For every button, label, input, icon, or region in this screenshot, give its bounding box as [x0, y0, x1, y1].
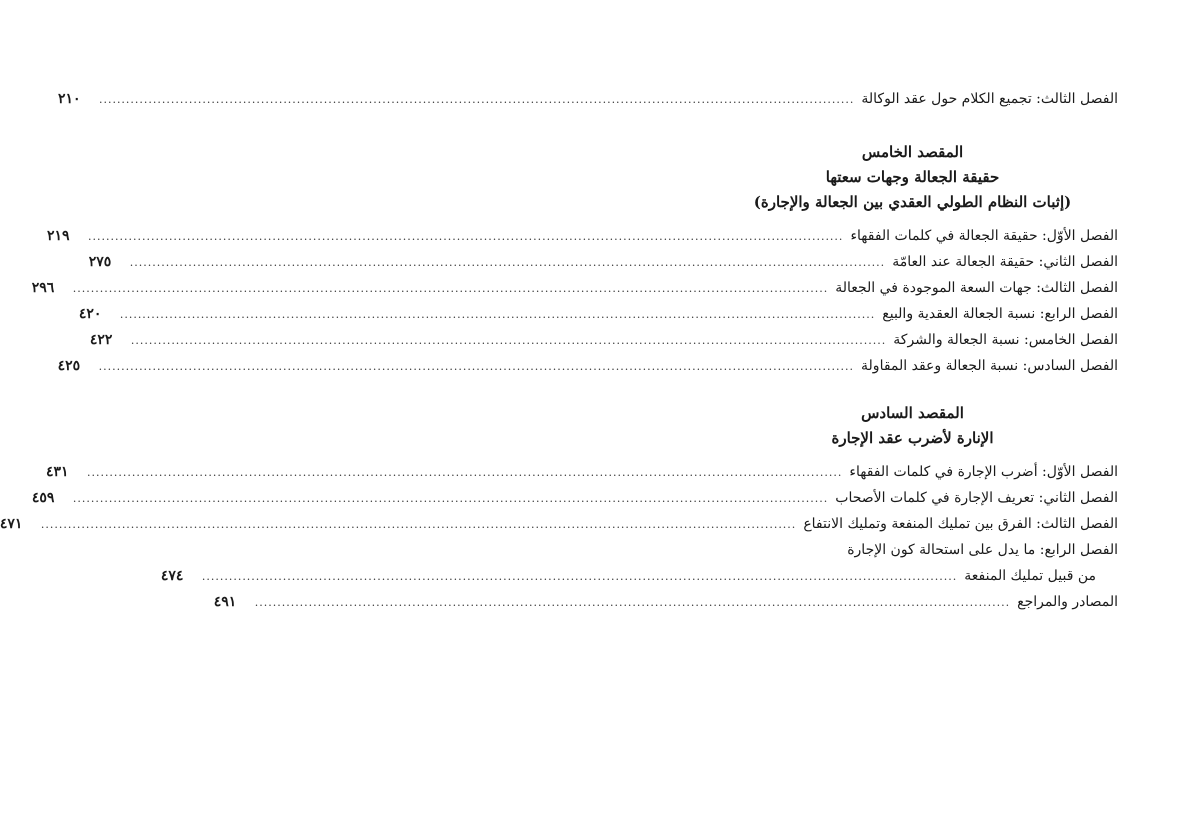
dot-leader: ........................................................................................................................................................................	[201, 570, 958, 583]
toc-entry-title: الفصل الثاني: حقيقة الجعالة عند العامّة	[892, 254, 1118, 270]
toc-entry-title: الفصل الخامس: نسبة الجعالة والشركة	[893, 332, 1118, 348]
toc-entry[interactable]	[213, 589, 1118, 615]
toc-entry-title: الفصل الأوّل: أضرب الإجارة في كلمات الفقهاء	[849, 464, 1118, 480]
toc-entry-page: ٤٢٠	[78, 306, 102, 322]
dot-leader: ........................................................................................................................................................................	[72, 492, 829, 505]
dot-leader: ........................................................................................................................................................................	[130, 334, 887, 347]
dot-leader: ........................................................................................................................................................................	[86, 466, 843, 479]
spacer	[707, 215, 1118, 223]
toc-entry[interactable]	[57, 353, 1118, 379]
spacer	[707, 112, 1118, 140]
dot-leader: ........................................................................................................................................................................	[119, 308, 876, 321]
toc-entry[interactable]	[89, 327, 1118, 353]
section-label: المقصد الخامس	[861, 143, 964, 161]
toc-entry[interactable]	[0, 511, 1118, 537]
toc-entry[interactable]	[57, 86, 1118, 112]
toc-entry-title: الفصل الأوّل: حقيقة الجعالة في كلمات الفقهاء	[850, 228, 1118, 244]
dot-leader: ........................................................................................................................................................................	[129, 256, 886, 269]
toc-entry-page: ٤٥٩	[31, 490, 55, 506]
dot-leader: ........................................................................................................................................................................	[72, 282, 829, 295]
toc-entry-page: ٢٩٦	[31, 280, 55, 296]
toc-entry-title: الفصل الرابع: نسبة الجعالة العقدية والبيع	[882, 306, 1118, 322]
toc-entry-title: الفصل الرابع: ما يدل على استحالة كون الإجارة	[847, 542, 1118, 558]
toc-entry-line2[interactable]	[160, 563, 1118, 589]
dot-leader: ........................................................................................................................................................................	[88, 230, 844, 243]
dot-leader: ........................................................................................................................................................................	[98, 360, 855, 373]
toc-entry-page: ٢١٠	[57, 91, 81, 107]
toc-entry[interactable]	[47, 223, 1118, 249]
toc-entry-page: ٢٧٥	[88, 254, 112, 270]
toc-entry[interactable]	[88, 249, 1118, 275]
toc-entry-title: الفصل الثالث: الفرق بين تمليك المنفعة وتمليك الانتفاع	[803, 516, 1118, 532]
toc-entry-title-continued: من قبيل تمليك المنفعة	[964, 568, 1096, 584]
spacer	[707, 379, 1118, 401]
section-title: الإنارة لأضرب عقد الإجارة	[831, 429, 994, 447]
toc-entry-title: الفصل الثاني: تعريف الإجارة في كلمات الأصحاب	[835, 490, 1118, 506]
section-subtitle: (إثبات النظام الطولي العقدي بين الجعالة والإجارة)	[753, 193, 1072, 211]
toc-entry-title: الفصل الثالث: تجميع الكلام حول عقد الوكالة	[861, 91, 1118, 107]
section-title: حقيقة الجعالة وجهات سعتها	[825, 168, 1000, 186]
toc-entry[interactable]	[78, 301, 1118, 327]
dot-leader: ........................................................................................................................................................................	[98, 93, 855, 106]
toc-content	[0, 86, 1118, 615]
section-label: المقصد السادس	[861, 404, 964, 422]
toc-entry-page: ٤٧١	[0, 516, 23, 532]
toc-entry[interactable]	[31, 275, 1118, 301]
toc-entry-page: ٢١٩	[47, 228, 70, 244]
dot-leader: ........................................................................................................................................................................	[40, 518, 797, 531]
toc-entry-page: ٤٣١	[45, 464, 69, 480]
toc-entry-title: الفصل السادس: نسبة الجعالة وعقد المقاولة	[861, 358, 1118, 374]
toc-entry-line1[interactable]	[707, 537, 1118, 563]
toc-entry-page: ٤٢٢	[89, 332, 113, 348]
toc-entry-title: الفصل الثالث: جهات السعة الموجودة في الجعالة	[835, 280, 1118, 296]
toc-entry-title: المصادر والمراجع	[1017, 594, 1118, 610]
toc-entry-page: ٤٧٤	[160, 568, 184, 584]
toc-entry-page: ٤٩١	[213, 594, 237, 610]
toc-entry[interactable]	[45, 459, 1118, 485]
toc-entry[interactable]	[31, 485, 1118, 511]
toc-entry-page: ٤٢٥	[57, 358, 81, 374]
dot-leader: ........................................................................................................................................................................	[254, 596, 1011, 609]
spacer	[707, 451, 1118, 459]
